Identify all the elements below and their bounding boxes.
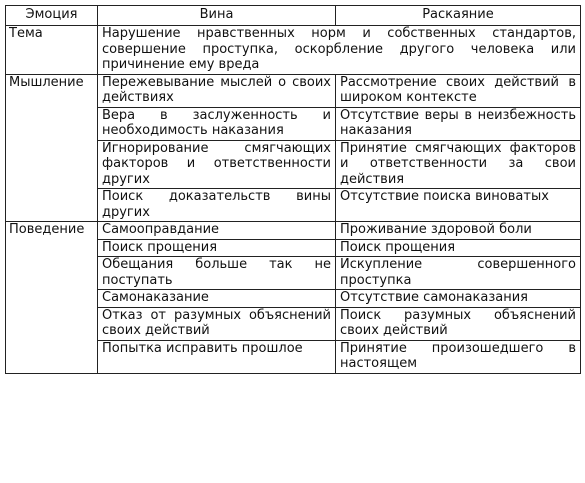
guilt-cell: Игнорирование смягчающих факторов и ответственности других [98, 140, 336, 189]
theme-label: Тема [6, 26, 98, 75]
remorse-cell: Проживание здоровой боли [336, 222, 581, 240]
guilt-cell: Попытка исправить прошлое [98, 340, 336, 373]
guilt-cell: Обещания больше так не поступать [98, 257, 336, 290]
remorse-cell: Принятие произошедшего в настоящем [336, 340, 581, 373]
guilt-cell: Самонаказание [98, 290, 336, 308]
table-row [6, 74, 581, 107]
guilt-cell: Отказ от разумных объяснений своих действий [98, 307, 336, 340]
guilt-cell: Пережевывание мыслей о своих действиях [98, 74, 336, 107]
remorse-cell: Отсутствие веры в неизбежность наказания [336, 107, 581, 140]
remorse-cell: Отсутствие самонаказания [336, 290, 581, 308]
guilt-cell: Вера в заслуженность и необходимость наказания [98, 107, 336, 140]
remorse-cell: Искупление совершенного проступка [336, 257, 581, 290]
theme-row [6, 26, 581, 75]
guilt-cell: Поиск доказательств вины других [98, 189, 336, 222]
remorse-cell: Принятие смягчающих факторов и ответственности за свои действия [336, 140, 581, 189]
guilt-cell: Самооправдание [98, 222, 336, 240]
remorse-cell: Поиск прощения [336, 239, 581, 257]
comparison-table [5, 5, 581, 374]
table-row [6, 222, 581, 240]
remorse-cell: Отсутствие поиска виноватых [336, 189, 581, 222]
header-guilt: Вина [98, 6, 336, 26]
table-header-row [6, 6, 581, 26]
remorse-cell: Рассмотрение своих действий в широком контексте [336, 74, 581, 107]
theme-text: Нарушение нравственных норм и собственных стандартов, совершение проступка, оскорбление другого человека или причинение ему вреда [98, 26, 581, 75]
section-label-behavior: Поведение [6, 222, 98, 374]
section-label-thinking: Мышление [6, 74, 98, 222]
header-emotion: Эмоция [6, 6, 98, 26]
guilt-cell: Поиск прощения [98, 239, 336, 257]
remorse-cell: Поиск разумных объяснений своих действий [336, 307, 581, 340]
header-remorse: Раскаяние [336, 6, 581, 26]
